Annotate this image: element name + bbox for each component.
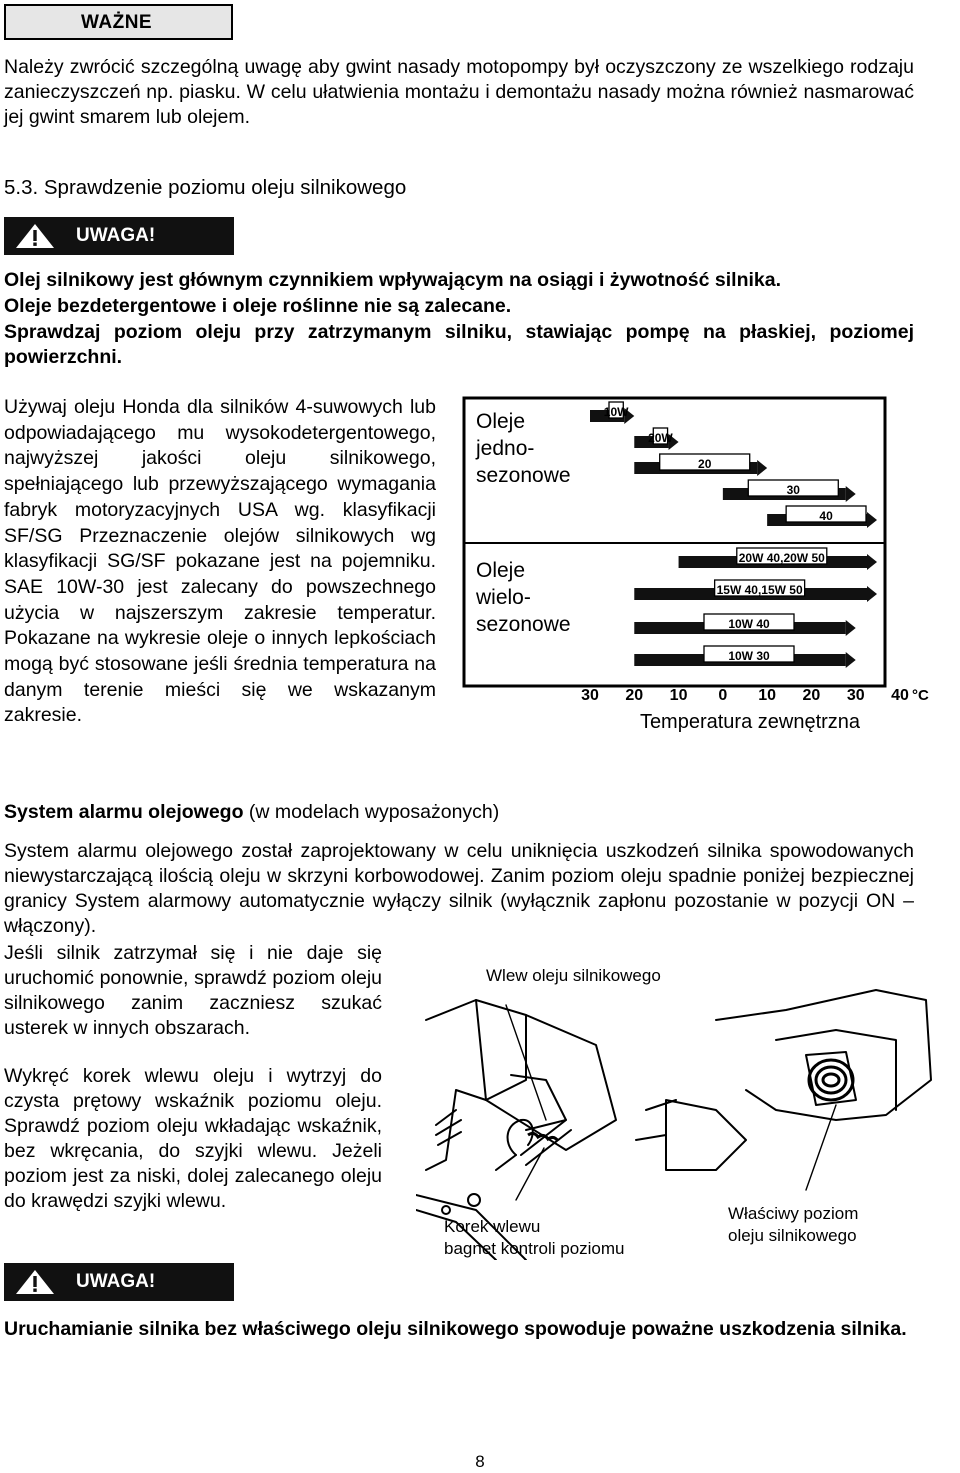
viscosity-label: 10W 40: [728, 617, 770, 631]
group-label: wielo-: [476, 586, 531, 609]
group-label: sezonowe: [476, 464, 571, 487]
section-title: 5.3. Sprawdzenie poziomu oleju silnikowego: [4, 176, 407, 199]
warning-2-text: Uruchamianie silnika bez właściwego oleju silnikowego spowoduje poważne uszkodzenia silnika.: [4, 1318, 907, 1340]
warning-bar: [4, 217, 234, 255]
group-label: Oleje: [476, 410, 526, 433]
oil-recommendation-text: Używaj oleju Honda dla silników 4-suwowych lub odpowiadającego mu wysokodetergentowego, najwyższej jakości oleju silnikowego, spełniającego lub przewyższającego wymagania fabryk motoryzacyjnych USA wg. klasyfikacji SF/SG Przeznaczenie olejów silnikowych wg klasyfikacji SG/SF pokazane jest na pojemniku. SAE 10W-30 jest zalecany do powszechnego użycia w najszerszym zakresie temperatur. Pokazane na wykresie oleje o innych lepkościach mogą być stosowane jeśli średnia temperatura na danym terenie mieści się we wskazanym zakresie.: [4, 396, 436, 727]
viscosity-label: 40: [819, 509, 833, 523]
warning-triangle-icon: [15, 1269, 55, 1295]
warning-label-2: UWAGA!: [76, 1271, 156, 1292]
x-tick-label: 10: [758, 687, 777, 704]
warning-line-3: Sprawdzaj poziom oleju przy zatrzymanym silniku, stawiając pompę na płaskiej, poziomej powierzchni.: [4, 321, 914, 368]
x-tick-label: 20: [625, 687, 644, 704]
warning-line-2: Oleje bezdetergentowe i oleje roślinne nie są zalecane.: [4, 295, 512, 317]
viscosity-label: 20W 40,20W 50: [738, 551, 825, 565]
viscosity-label: 10W: [603, 405, 629, 419]
important-label-box: [4, 4, 233, 40]
x-unit-label: °C: [912, 687, 929, 704]
filler-cap-label: [444, 1216, 625, 1260]
dipstick-paragraph: Wykręć korek wlewu oleju i wytrzyj do czysta prętowy wskaźnik poziomu oleju. Sprawdź poziom oleju wkładając wskaźnik, bez wkręcania, do szyjki wlewu. Jeżeli poziom jest za niski, dolej zalecanego oleju do krawędzi szyjki wlewu.: [4, 1065, 382, 1212]
oil-filler-label: Wlew oleju silnikowego: [486, 966, 661, 985]
alarm-paragraph: System alarmu olejowego został zaprojektowany w celu uniknięcia uszkodzeń silnika spowodowanych niewystarczającą ilością oleju w skrzyni korbowodowej. Zanim poziom oleju spadnie poniżej bezpiecznej granicy System alarmowy automatycznie wyłączy silnik (wyłącznik zapłonu pozostanie w pozycji ON – włączony).: [4, 840, 914, 937]
filler-cap-label-line-2: bagnet kontroli poziomu: [444, 1239, 625, 1258]
group-label: sezonowe: [476, 613, 571, 636]
viscosity-label: 20W: [648, 431, 673, 445]
alarm-paragraph-2: Jeśli silnik zatrzymał się i nie daje się uruchomić ponownie, sprawdź poziom oleju silnikowego zanim zaczniesz szukać usterek w innych obszarach.: [4, 942, 382, 1039]
viscosity-label: 20: [698, 457, 712, 471]
x-tick-label: 0: [718, 687, 728, 704]
alarm-title-bold: System alarmu olejowego: [4, 801, 244, 823]
proper-oil-level-label-line-1: Właściwy poziom: [728, 1204, 859, 1223]
oil-viscosity-chart: [460, 396, 950, 741]
important-label: WAŻNE: [81, 12, 153, 33]
filler-cap-label-line-1: Korek wlewu: [444, 1217, 541, 1236]
viscosity-label: 15W 40,15W 50: [716, 583, 803, 597]
proper-oil-level-label-line-2: oleju silnikowego: [728, 1226, 857, 1245]
x-axis-title: Temperatura zewnętrzna: [639, 711, 861, 733]
alarm-title: [4, 801, 499, 824]
page-number: 8: [475, 1452, 485, 1471]
x-tick-label: 30: [846, 687, 865, 704]
proper-oil-level-label: [728, 1203, 858, 1247]
warning-label: UWAGA!: [76, 225, 156, 246]
intro-paragraph: Należy zwrócić szczególną uwagę aby gwint nasady motopompy był oczyszczony ze wszelkiego rodzaju zanieczyszczeń np. piasku. W celu ułatwienia montażu i demontażu nasady można również nasmarować jej gwint smarem lub olejem.: [4, 56, 914, 128]
group-label: Oleje: [476, 559, 526, 582]
warning-bar-2: [4, 1263, 234, 1301]
warning-triangle-icon: [15, 223, 55, 249]
viscosity-label: 10W 30: [728, 649, 770, 663]
viscosity-label: 30: [786, 483, 800, 497]
warning-line-1: Olej silnikowy jest głównym czynnikiem wpływającym na osiągi i żywotność silnika.: [4, 269, 782, 291]
x-tick-label: 40: [891, 687, 909, 704]
x-tick-label: 10: [669, 687, 688, 704]
alarm-title-rest: (w modelach wyposażonych): [243, 801, 500, 823]
group-label: jedno-: [476, 437, 535, 460]
x-tick-label: 20: [802, 687, 821, 704]
x-tick-label: 30: [581, 687, 599, 704]
